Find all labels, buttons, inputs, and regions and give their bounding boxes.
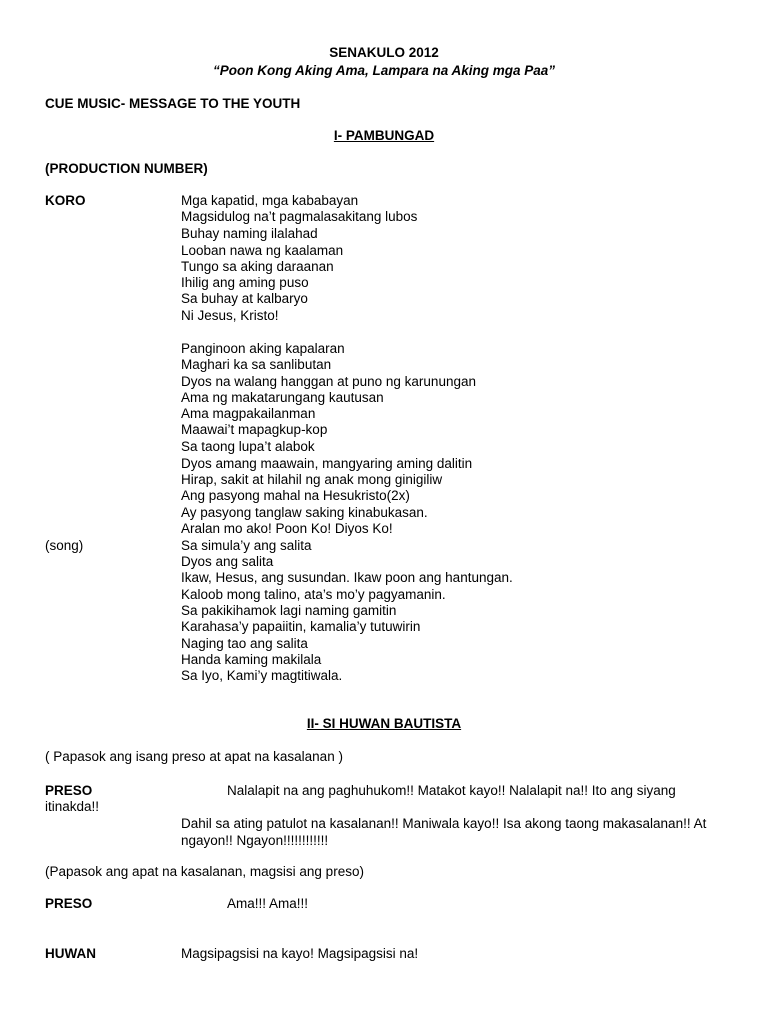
lyric-line: Sa simula’y ang salita (181, 538, 312, 553)
dialogue-line: Magsipagsisi na kayo! Magsipagsisi na! (181, 946, 419, 961)
lyric-line: Kaloob mong talino, ata’s mo’y pagyamanin. (181, 587, 446, 602)
lyric-line: Sa buhay at kalbaryo (181, 291, 308, 306)
document-subtitle: “Poon Kong Aking Ama, Lampara na Aking mga Paa” (212, 63, 556, 78)
lyric-line: Maawai’t mapagkup-kop (181, 422, 328, 437)
document-title: SENAKULO 2012 (329, 45, 439, 60)
lyric-line: Ikaw, Hesus, ang susundan. Ikaw poon ang hantungan. (181, 570, 513, 585)
stage-direction: ( Papasok ang isang preso at apat na kasalanan ) (45, 749, 343, 764)
lyric-line: Ama ng makatarungang kautusan (181, 390, 384, 405)
section-heading-pambungad: I- PAMBUNGAD (333, 128, 435, 143)
lyric-line: Handa kaming makilala (181, 652, 322, 667)
stage-direction: (Papasok ang apat na kasalanan, magsisi ang preso) (45, 864, 364, 879)
lyric-line: Hirap, sakit at hilahil ng anak mong ginigiliw (181, 472, 443, 487)
dialogue-line: Nalalapit na ang paghuhukom!! Matakot kayo!! Nalalapit na!! Ito ang siyang (227, 783, 676, 798)
lyric-line: Ay pasyong tanglaw saking kinabukasan. (181, 505, 428, 520)
section-heading-huwan-bautista: II- SI HUWAN BAUTISTA (306, 716, 462, 731)
lyric-line: Looban nawa ng kaalaman (181, 243, 344, 258)
lyric-line: Buhay naming ilalahad (181, 226, 318, 241)
lyric-line: Aralan mo ako! Poon Ko! Diyos Ko! (181, 521, 393, 536)
lyric-line: Sa Iyo, Kami’y magtitiwala. (181, 668, 343, 683)
dialogue-line-wrap: itinakda!! (45, 799, 100, 814)
speaker-koro: KORO (45, 193, 86, 208)
lyric-line: Tungo sa aking daraanan (181, 259, 334, 274)
speaker-huwan: HUWAN (45, 946, 96, 961)
speaker-preso: PRESO (45, 783, 93, 798)
production-number-label: (PRODUCTION NUMBER) (45, 161, 208, 176)
lyric-line: Maghari ka sa sanlibutan (181, 357, 332, 372)
lyric-line: Dyos na walang hanggan at puno ng karunungan (181, 374, 476, 389)
lyric-line: Sa pakikihamok lagi naming gamitin (181, 603, 397, 618)
lyric-line: Naging tao ang salita (181, 636, 308, 651)
lyric-line: Dyos ang salita (181, 554, 274, 569)
dialogue-line: Dahil sa ating patulot na kasalanan!! Maniwala kayo!! Isa akong taong makasalanan!! At ngayon!! Ngayon!!!!!!!!!!!! (181, 816, 707, 848)
lyric-line: Ihilig ang aming puso (181, 275, 309, 290)
lyric-line: Dyos amang maawain, mangyaring aming dalitin (181, 456, 473, 471)
dialogue-line: Ama!!! Ama!!! (227, 896, 309, 911)
lyric-line: Ama magpakailanman (181, 406, 316, 421)
lyric-line: Sa taong lupa’t alabok (181, 439, 315, 454)
lyric-line: Magsidulog na’t pagmalasakitang lubos (181, 209, 418, 224)
lyric-line: Ang pasyong mahal na Hesukristo(2x) (181, 488, 410, 503)
cue-music-heading: CUE MUSIC- MESSAGE TO THE YOUTH (45, 96, 301, 111)
lyric-line: Panginoon aking kapalaran (181, 341, 345, 356)
lyric-line: Mga kapatid, mga kababayan (181, 193, 359, 208)
lyric-line: Ni Jesus, Kristo! (181, 308, 279, 323)
speaker-preso: PRESO (45, 896, 93, 911)
song-label: (song) (45, 538, 84, 553)
lyric-line: Karahasa’y papaiitin, kamalia’y tutuwirin (181, 619, 421, 634)
